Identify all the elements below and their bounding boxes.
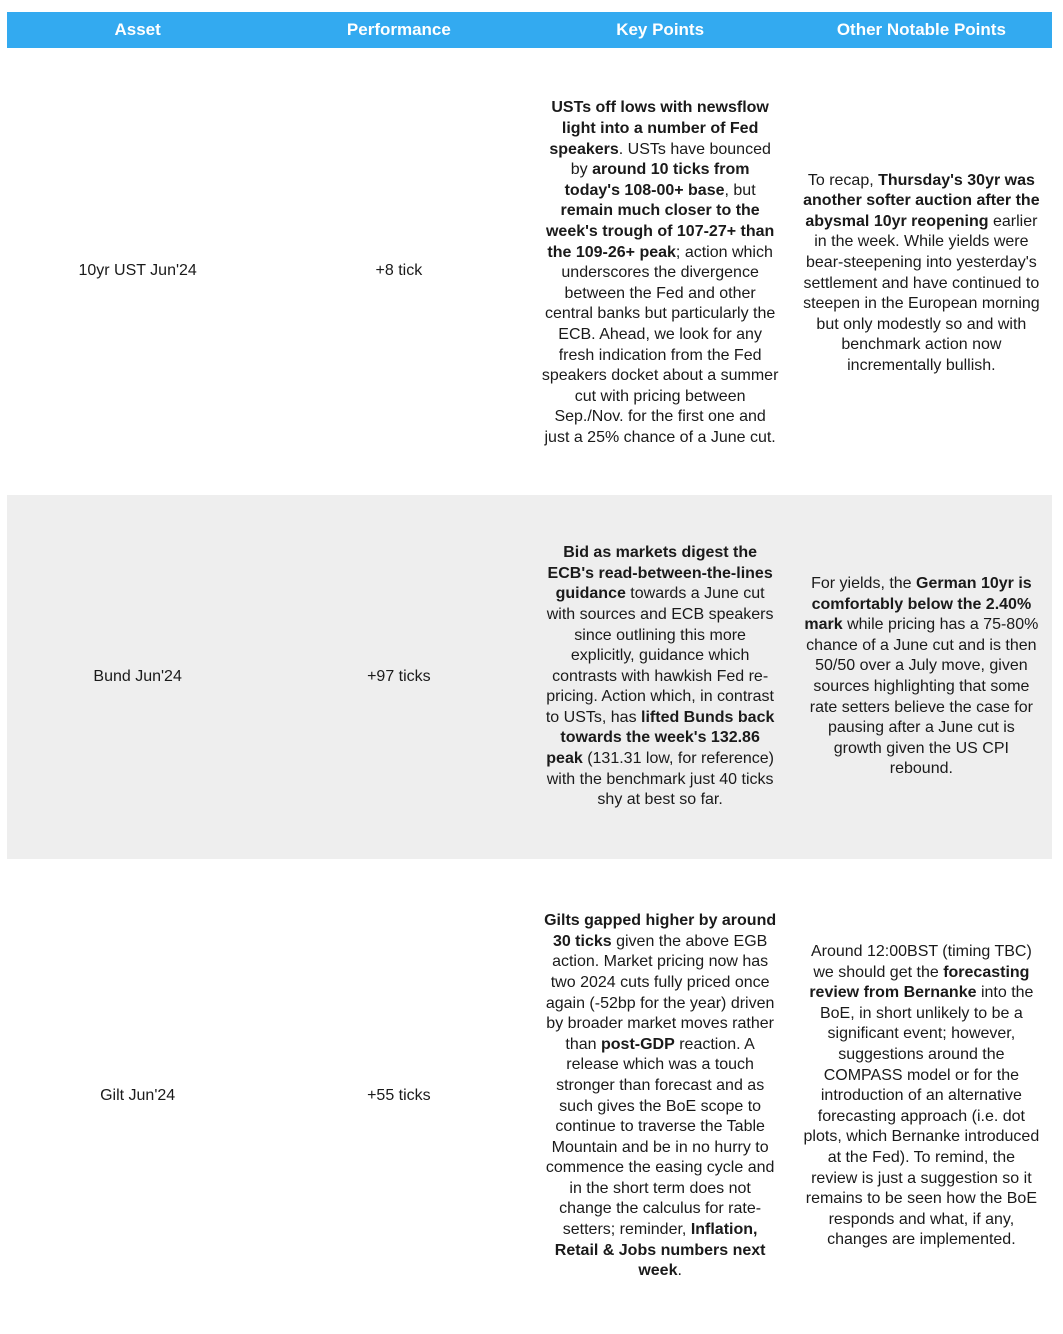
table-row (7, 48, 1052, 495)
text-segment: towards a June cut with sources and ECB speakers since outlining this more explicitly, guidance which contrasts with hawkish Fed re-pricing. Action which, in contrast to USTs, has (545, 585, 774, 726)
bold-text-segment: German 10yr is comfortably below the 2.40% mark (804, 575, 1032, 634)
header-key-points: Key Points (616, 20, 705, 39)
key-points-text (542, 911, 779, 1282)
text-segment: earlier in the week. While yields were bear-steepening into yesterday's settlement and have continued to steepen in the European morning but only modestly so and with benchmark action now incrementally bullish. (803, 212, 1040, 374)
bold-text-segment: Inflation, Retail & Jobs numbers next week (554, 1221, 766, 1280)
asset-cell: Gilt Jun'24 (100, 1087, 176, 1105)
bold-text-segment: Gilts gapped higher by around 30 ticks (544, 912, 777, 950)
other-points-cell (791, 495, 1052, 859)
other-points-text (803, 942, 1040, 1251)
text-segment: into the BoE, in short unlikely to be a significant event; however, suggestions around the COMPASS model or for the introduction of an alternative forecasting approach (i.e. dot plots, which Bernanke introduced at the Fed). To remind, the review is just a suggestion so it remains to be seen how the BoE responds and what, if any, changes are implemented. (803, 984, 1040, 1249)
bold-text-segment: Bid as markets digest the ECB's read-between-the-lines guidance (547, 544, 773, 603)
key-points-cell (530, 859, 791, 1334)
text-segment: (131.31 low, for reference) with the benchmark just 40 ticks shy at best so far. (546, 750, 774, 809)
key-points-text (542, 98, 779, 448)
bold-text-segment: Thursday's 30yr was another softer auction after the abysmal 10yr reopening (803, 171, 1040, 230)
text-segment: , but (724, 181, 756, 199)
table-row (7, 859, 1052, 1334)
key-points-text (542, 543, 779, 811)
other-points-cell (791, 48, 1052, 495)
performance-cell: +55 ticks (367, 1087, 431, 1105)
performance-cell: +8 tick (375, 262, 423, 280)
header-performance: Performance (346, 20, 451, 39)
key-points-cell (530, 48, 791, 495)
bold-text-segment: USTs off lows with newsflow light into a number of Fed speakers (549, 99, 769, 158)
key-points-cell (530, 495, 791, 859)
text-segment: ; action which underscores the divergence between the Fed and other central banks but particularly the ECB. Ahead, we look for any fresh indication from the Fed speakers docket about a summer cut with pricing between Sep./Nov. for the first one and just a 25% chance of a June cut. (541, 243, 779, 446)
other-points-text (803, 574, 1040, 780)
header-other-points: Other Notable Points (836, 20, 1006, 39)
bold-text-segment: forecasting review from Bernanke (809, 963, 1030, 1002)
bold-text-segment: around 10 ticks from today's 108-00+ base (564, 161, 750, 199)
other-points-cell (791, 859, 1052, 1334)
text-segment: while pricing has a 75-80% chance of a June cut and is then 50/50 over a July move, given sources highlighting that some rate setters believe the case for pausing after a June cut is growth given the US CPI rebound. (806, 616, 1039, 778)
text-segment: . USTs have bounced by (570, 140, 771, 179)
header-asset: Asset (114, 20, 161, 39)
asset-cell: Bund Jun'24 (93, 667, 182, 685)
text-segment: given the above EGB action. Market pricing now has two 2024 cuts fully priced once again (-52bp for the year) driven by broader market moves rather than (545, 932, 775, 1053)
other-points-text (803, 171, 1040, 377)
bold-text-segment: remain much closer to the week's trough of 107-27+ than the 109-26+ peak (545, 202, 775, 261)
text-segment: Around 12:00BST (timing TBC) we should get the (810, 943, 1032, 981)
table-row (7, 495, 1052, 859)
text-segment: For yields, the (811, 575, 917, 593)
bold-text-segment: lifted Bunds back towards the week's 132.86 peak (546, 708, 775, 768)
table-header (7, 12, 1052, 48)
text-segment: To recap, (807, 171, 879, 189)
market-summary-table (7, 12, 1052, 1334)
performance-cell: +97 ticks (367, 667, 431, 685)
text-segment: . (677, 1262, 682, 1280)
text-segment: reaction. A release which was a touch stronger than forecast and as such gives the BoE scope to continue to traverse the Table Mountain and be in no hurry to commence the easing cycle and in the short term does not change the calculus for rate-setters; reminder, (545, 1035, 775, 1239)
bold-text-segment: post-GDP (601, 1035, 675, 1053)
asset-cell: 10yr UST Jun'24 (78, 262, 197, 280)
